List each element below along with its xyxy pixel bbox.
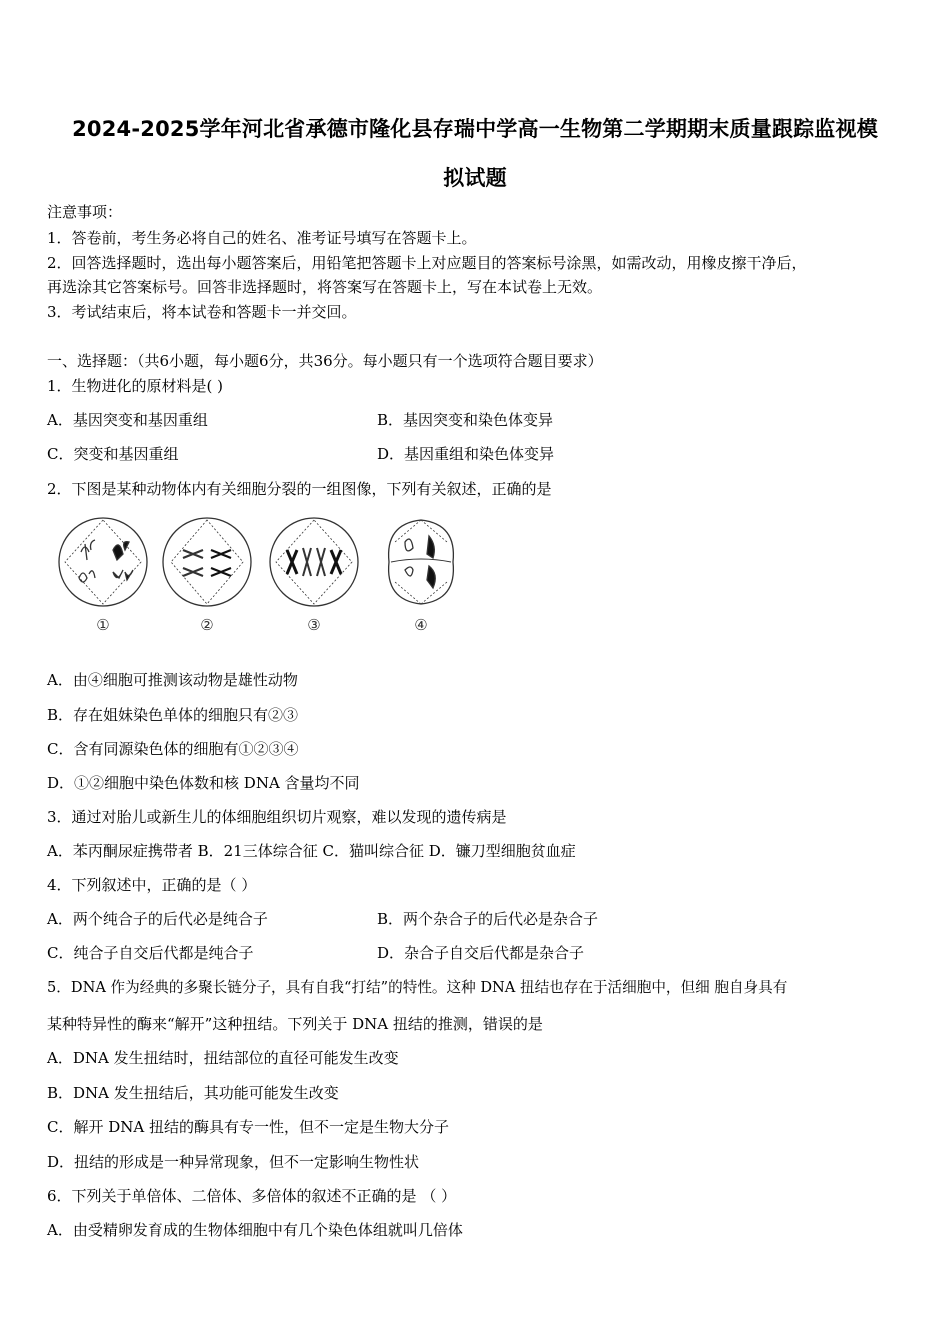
q4-option-d: D．杂合子自交后代都是杂合子 xyxy=(377,944,585,962)
fig-label-1: ① xyxy=(96,616,110,634)
notice-item-2-cont: 再选涂其它答案标号。回答非选择题时，将答案写在答题卡上，写在本试卷上无效。 xyxy=(47,278,603,296)
notice-item-2: 2．回答选择题时，选出每小题答案后，用铅笔把答题卡上对应题目的答案标号涂黑，如需改动，用橡皮擦干净后， xyxy=(47,254,807,272)
q4-option-c: C．纯合子自交后代都是纯合子 xyxy=(47,944,254,962)
q2-option-b: B．存在姐妹染色单体的细胞只有②③ xyxy=(47,706,299,724)
cell-3 xyxy=(270,518,358,606)
notice-item-1: 1．答卷前，考生务必将自己的姓名、准考证号填写在答题卡上。 xyxy=(47,229,477,247)
q1-option-d: D．基因重组和染色体变异 xyxy=(377,445,555,463)
q2-option-d: D．①②细胞中染色体数和核 DNA 含量均不同 xyxy=(47,774,360,792)
q4-option-a: A．两个纯合子的后代必是纯合子 xyxy=(47,910,268,928)
q1-option-a: A．基因突变和基因重组 xyxy=(47,411,208,429)
q2-stem: 2．下图是某种动物体内有关细胞分裂的一组图像，下列有关叙述，正确的是 xyxy=(47,480,552,498)
exam-title-line1: 2024-2025学年河北省承德市隆化县存瑞中学高一生物第二学期期末质量跟踪监视模 xyxy=(72,117,878,141)
fig-label-4: ④ xyxy=(414,616,428,634)
exam-title-line2: 拟试题 xyxy=(443,166,507,190)
q6-option-a: A．由受精卵发育成的生物体细胞中有几个染色体组就叫几倍体 xyxy=(47,1221,463,1239)
q2-option-c: C．含有同源染色体的细胞有①②③④ xyxy=(47,740,299,758)
q5-option-c: C．解开 DNA 扭结的酶具有专一性，但不一定是生物大分子 xyxy=(47,1118,449,1136)
q5-option-b: B．DNA 发生扭结后，其功能可能发生改变 xyxy=(47,1084,339,1102)
q5-stem-line2: 某种特异性的酶来“解开”这种扭结。下列关于 DNA 扭结的推测，错误的是 xyxy=(47,1015,543,1033)
q6-stem: 6．下列关于单倍体、二倍体、多倍体的叙述不正确的是 （ ） xyxy=(47,1187,457,1205)
q1-stem: 1．生物进化的原材料是( ) xyxy=(47,377,224,395)
notice-heading: 注意事项： xyxy=(47,203,123,221)
q2-option-a: A．由④细胞可推测该动物是雄性动物 xyxy=(47,671,298,689)
q4-stem: 4．下列叙述中，正确的是（ ） xyxy=(47,876,257,894)
cell-2 xyxy=(163,518,251,606)
notice-item-3: 3．考试结束后，将本试卷和答题卡一并交回。 xyxy=(47,303,357,321)
q1-option-c: C．突变和基因重组 xyxy=(47,445,179,463)
cell-1 xyxy=(59,518,147,606)
cell-4 xyxy=(389,520,454,604)
q4-option-b: B．两个杂合子的后代必是杂合子 xyxy=(377,910,599,928)
q3-options: A．苯丙酮尿症携带者 B．21三体综合征 C．猫叫综合征 D．镰刀型细胞贫血症 xyxy=(47,842,576,860)
q5-stem-line1: 5．DNA 作为经典的多聚长链分子，具有自我“打结”的特性。这种 DNA 扭结也存在于活细胞中，但细 胞自身具有 xyxy=(47,979,788,996)
q1-option-b: B．基因突变和染色体变异 xyxy=(377,411,554,429)
q5-option-a: A．DNA 发生扭结时，扭结部位的直径可能发生改变 xyxy=(47,1049,399,1067)
fig-label-2: ② xyxy=(200,616,214,634)
fig-label-3: ③ xyxy=(307,616,321,634)
q5-option-d: D．扭结的形成是一种异常现象，但不一定影响生物性状 xyxy=(47,1153,420,1171)
section-heading: 一、选择题：（共6小题，每小题6分，共36分。每小题只有一个选项符合题目要求） xyxy=(47,352,603,370)
q3-stem: 3．通过对胎儿或新生儿的体细胞组织切片观察，难以发现的遗传病是 xyxy=(47,808,507,826)
cell-division-figure xyxy=(55,512,475,637)
